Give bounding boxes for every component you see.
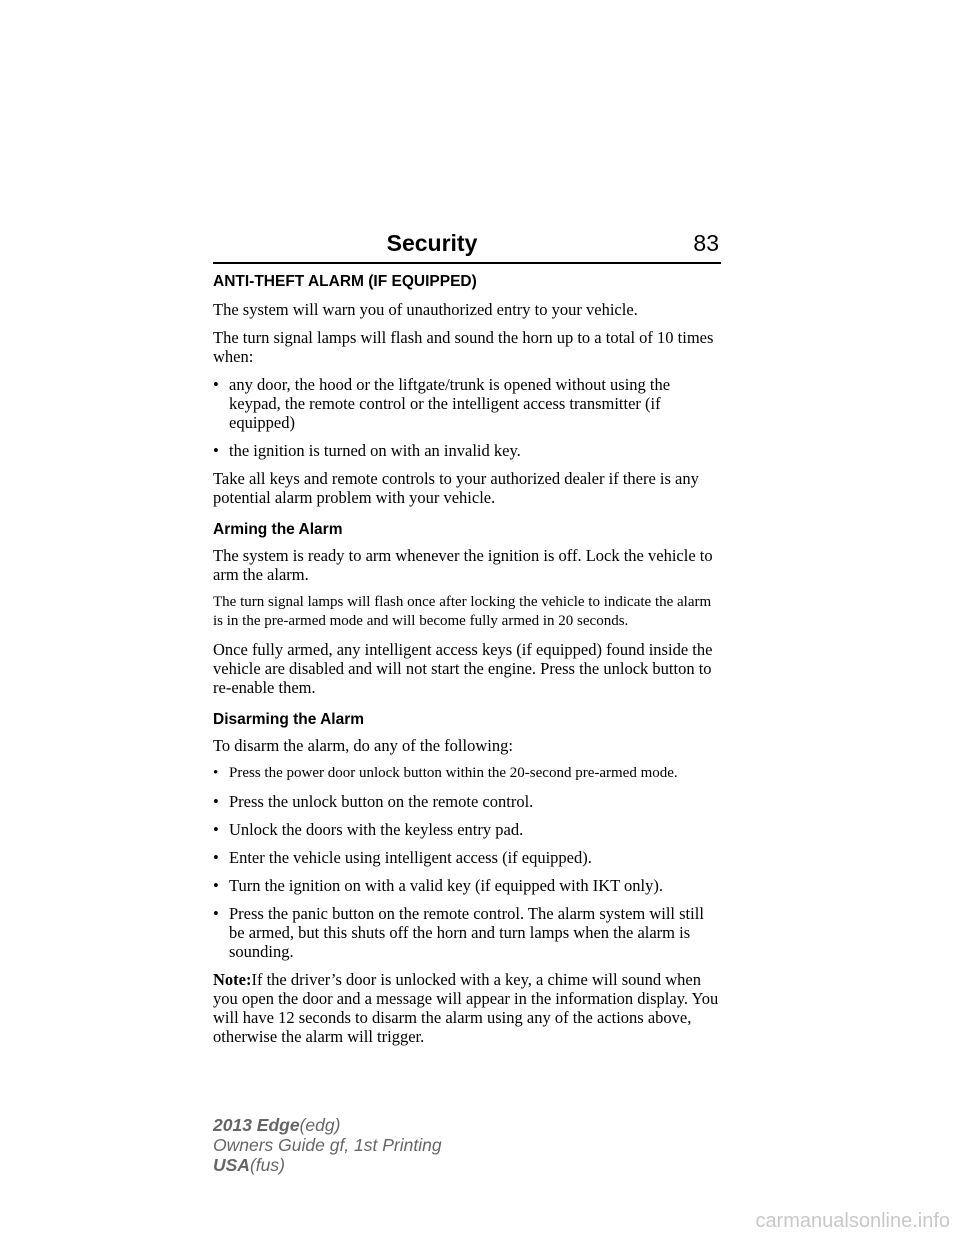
list-item (213, 848, 721, 867)
watermark: carmanualsonline.info (755, 1210, 950, 1232)
section-heading: ANTI-THEFT ALARM (IF EQUIPPED) (213, 273, 477, 290)
note-paragraph (213, 970, 721, 1046)
bullet-glyph: • (213, 820, 219, 839)
note-label: Note: (213, 970, 252, 989)
list-item (213, 792, 721, 811)
arming-paragraph: Once fully armed, any intelligent access keys (if equipped) found inside the vehicle are disabled and will not start the engine. Press the unlock button to re-enable them. (213, 640, 713, 697)
list-item (213, 441, 721, 460)
list-item-text: Turn the ignition on with a valid key (if equipped with IKT only). (229, 876, 663, 895)
disarming-intro: To disarm the alarm, do any of the following: (213, 736, 513, 755)
list-item-text: Press the unlock button on the remote control. (229, 792, 534, 811)
list-item (213, 904, 721, 961)
list-item (213, 375, 721, 432)
footer-model: 2013 Edge (213, 1115, 300, 1135)
footer-model-code: (edg) (299, 1115, 341, 1135)
arming-heading: Arming the Alarm (213, 521, 343, 538)
intro-paragraph: The turn signal lamps will flash and sound the horn up to a total of 10 times when: (213, 328, 714, 366)
list-item (213, 876, 721, 895)
page-footer (213, 1115, 593, 1175)
bullet-glyph: • (213, 441, 219, 460)
bullet-glyph: • (213, 375, 219, 394)
arming-paragraph: The turn signal lamps will flash once after locking the vehicle to indicate the alarm is in the pre-armed mode and will become fully armed in 20 seconds. (213, 594, 712, 629)
list-item-text: Press the panic button on the remote control. The alarm system will still be armed, but this shuts off the horn and turn lamps when the alarm is sounding. (229, 904, 704, 961)
bullet-glyph: • (213, 848, 219, 867)
list-item (213, 820, 721, 839)
list-item-text: Press the power door unlock button within the 20-second pre-armed mode. (229, 765, 678, 781)
list-item-text: Unlock the doors with the keyless entry pad. (229, 820, 524, 839)
list-item (213, 764, 721, 783)
bullet-glyph: • (213, 904, 219, 923)
footer-line (213, 1155, 593, 1175)
list-item-text: any door, the hood or the liftgate/trunk is opened without using the keypad, the remote control or the intelligent access transmitter (if equipped) (229, 375, 671, 432)
list-item-text: Enter the vehicle using intelligent access (if equipped). (229, 848, 592, 867)
note-text: If the driver’s door is unlocked with a key, a chime will sound when you open the door and a message will appear in the information display. You will have 12 seconds to disarm the alarm using any of the actions above, otherwise the alarm will trigger. (213, 970, 719, 1046)
disarming-heading: Disarming the Alarm (213, 711, 365, 728)
disarm-list (213, 764, 721, 961)
bullet-glyph: • (213, 765, 219, 781)
footer-market-code: (fus) (249, 1155, 285, 1175)
section-title: Security (386, 230, 478, 256)
dealer-paragraph: Take all keys and remote controls to your authorized dealer if there is any potential alarm problem with your vehicle. (213, 469, 699, 507)
page-number: 83 (693, 230, 719, 256)
trigger-list (213, 375, 721, 460)
intro-paragraph: The system will warn you of unauthorized entry to your vehicle. (213, 300, 638, 319)
list-item-text: the ignition is turned on with an invalid key. (229, 441, 521, 460)
page-header (213, 230, 721, 264)
footer-line (213, 1115, 593, 1135)
arming-paragraph: The system is ready to arm whenever the ignition is off. Lock the vehicle to arm the alarm. (213, 546, 713, 584)
bullet-glyph: • (213, 876, 219, 895)
footer-market: USA (213, 1155, 250, 1175)
bullet-glyph: • (213, 792, 219, 811)
footer-line: Owners Guide gf, 1st Printing (213, 1135, 442, 1155)
page-content (213, 272, 721, 1055)
